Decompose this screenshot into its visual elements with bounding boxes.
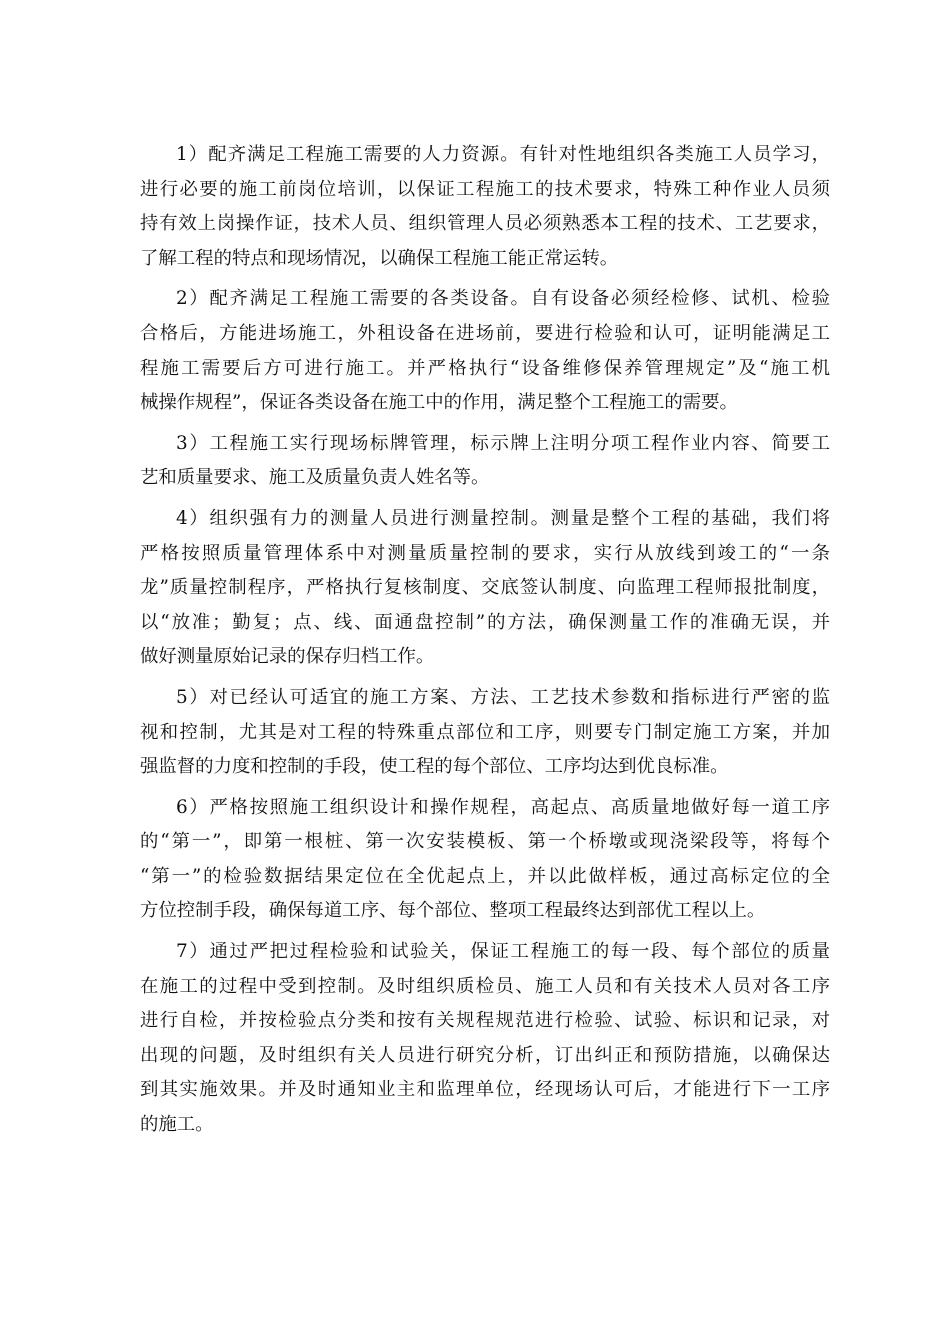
paragraph-3 [140, 427, 830, 496]
paragraph-line: 进行自检，并按检验点分类和按有关规程规范进行检验、试验、标识和记录，对 [140, 1010, 830, 1032]
paragraph-line: 视和控制，尤其是对工程的特殊重点部位和工序，则要专门制定施工方案，并加 [140, 721, 830, 743]
paragraph-line: 合格后，方能进场施工，外租设备在进场前，要进行检验和认可，证明能满足工 [140, 322, 830, 344]
document-page [140, 138, 830, 1149]
paragraph-line: 2）配齐满足工程施工需要的各类设备。自有设备必须经检修、试机、检验 [176, 288, 830, 310]
paragraph-7 [140, 935, 830, 1143]
paragraph-line: 的施工。 [140, 1114, 214, 1136]
paragraph-line: 4）组织强有力的测量人员进行测量控制。测量是整个工程的基础，我们将 [176, 507, 830, 529]
paragraph-6 [140, 791, 830, 929]
paragraph-line: 严格按照质量管理体系中对测量质量控制的要求，实行从放线到竣工的“一条 [140, 542, 830, 564]
paragraph-line: 6）严格按照施工组织设计和操作规程，高起点、高质量地做好每一道工序 [176, 796, 830, 818]
paragraph-line: 龙”质量控制程序，严格执行复核制度、交底签认制度、向监理工程师报批制度， [140, 577, 830, 599]
paragraph-line: 进行必要的施工前岗位培训，以保证工程施工的技术要求，特殊工种作业人员须 [140, 178, 830, 200]
paragraph-line: 持有效上岗操作证，技术人员、组织管理人员必须熟悉本工程的技术、工艺要求， [140, 213, 830, 235]
paragraph-line: 1）配齐满足工程施工需要的人力资源。有针对性地组织各类施工人员学习， [176, 144, 830, 165]
paragraph-line: 械操作规程”，保证各类设备在施工中的作用，满足整个工程施工的需要。 [140, 392, 738, 414]
paragraph-1 [140, 138, 830, 276]
paragraph-line: 了解工程的特点和现场情况，以确保工程施工能正常运转。 [140, 247, 619, 269]
paragraph-2 [140, 282, 830, 420]
paragraph-line: 出现的问题，及时组织有关人员进行研究分析，订出纠正和预防措施，以确保达 [140, 1044, 830, 1066]
paragraph-line: 强监督的力度和控制的手段，使工程的每个部位、工序均达到优良标准。 [140, 756, 729, 778]
paragraph-line: 艺和质量要求、施工及质量负责人姓名等。 [140, 467, 490, 489]
paragraph-line: 程施工需要后方可进行施工。并严格执行“设备维修保养管理规定”及“施工机 [140, 357, 830, 379]
paragraph-line: 做好测量原始记录的保存归档工作。 [140, 646, 435, 668]
paragraph-line: 以“放准；勤复；点、线、面通盘控制”的方法，确保测量工作的准确无误，并 [140, 611, 830, 633]
paragraph-4 [140, 502, 830, 675]
paragraph-line: 5）对已经认可适宜的施工方案、方法、工艺技术参数和指标进行严密的监 [176, 686, 830, 708]
paragraph-line: 到其实施效果。并及时通知业主和监理单位，经现场认可后，才能进行下一工序 [140, 1079, 830, 1101]
paragraph-5 [140, 681, 830, 785]
paragraph-line: “第一”的检验数据结果定位在全优起点上，并以此做样板，通过高标定位的全 [140, 865, 830, 887]
paragraph-line: 的“第一”，即第一根桩、第一次安装模板、第一个桥墩或现浇梁段等，将每个 [140, 831, 830, 853]
paragraph-line: 在施工的过程中受到控制。及时组织质检员、施工人员和有关技术人员对各工序 [140, 975, 830, 997]
paragraph-line: 3）工程施工实行现场标牌管理，标示牌上注明分项工程作业内容、简要工 [176, 432, 830, 454]
paragraph-line: 方位控制手段，确保每道工序、每个部位、整项工程最终达到部优工程以上。 [140, 900, 766, 922]
paragraph-line: 7）通过严把过程检验和试验关，保证工程施工的每一段、每个部位的质量 [176, 941, 830, 963]
